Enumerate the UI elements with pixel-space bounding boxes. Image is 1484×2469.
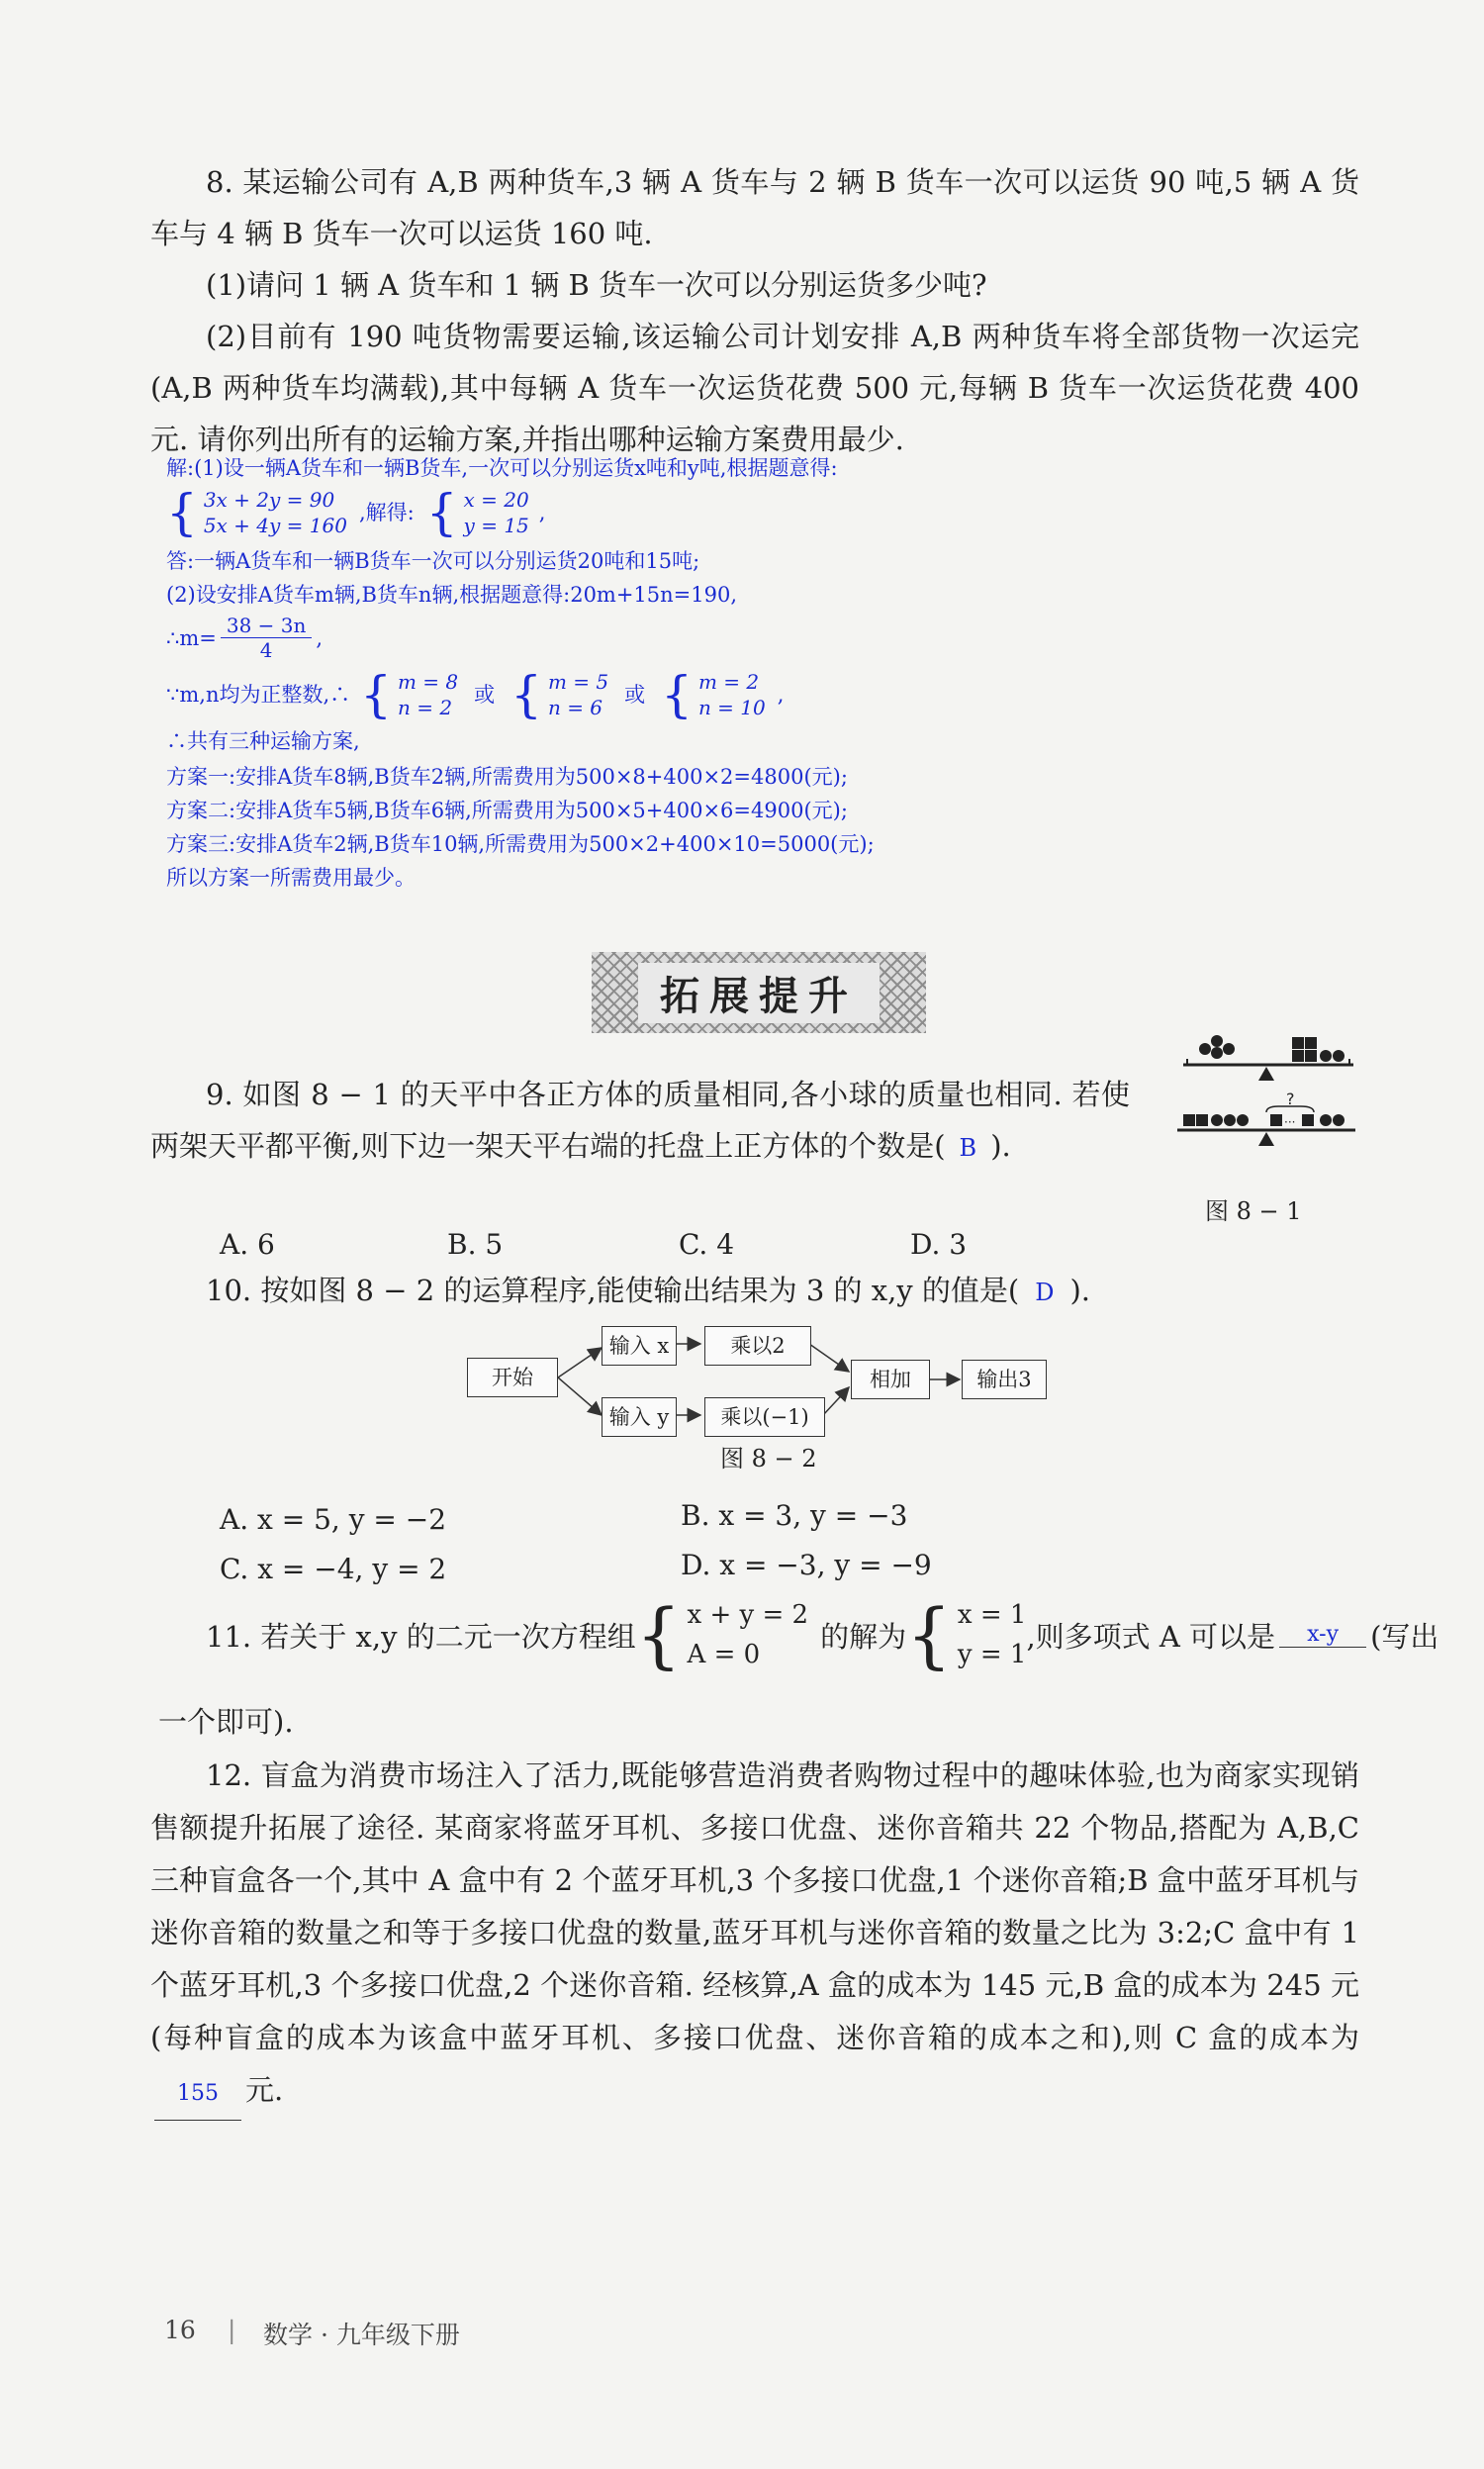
solution-answer-1: 答:一辆A货车和一辆B货车一次可以分别运货20吨和15吨;: [166, 549, 700, 573]
q10-choice-b: B. x = 3, y = −3: [681, 1499, 908, 1532]
equation-1b: 5x + 4y = 160: [203, 514, 347, 537]
q11-prefix: 11. 若关于 x,y 的二元一次方程组: [206, 1619, 636, 1654]
q12-text: 12. 盲盒为消费市场注入了活力,既能够营造消费者购物过程中的趣味体验,也为商家实现销售额提升拓展了途径. 某商家将蓝牙耳机、多接口优盘、迷你音箱共 22 个物品,搭配为 A,B,C 三种盲盒各一个,其中 A 盒中有 2 个蓝牙耳机,3 个多接口优盘,1 个迷你音箱;B 盒中蓝牙耳机与迷你音箱的数量之和等于多接口优盘的数量,蓝牙耳机与迷你音箱的数量之比为 3:2;C 盒中有 1 个蓝牙耳机,3 个多接口优盘,2 个迷你音箱. 经核算,A 盒的成本为 145 元,B 盒的成本为 245 元(每种盲盒的成本为该盒中蓝牙耳机、多接口优盘、迷你音箱的成本之和),则 C 盒的成本为: [150, 1758, 1359, 2054]
q9-choice-c: C. 4: [679, 1228, 735, 1261]
q11-eq-1: x + y = 2: [687, 1600, 809, 1630]
q8-part2: (2)目前有 190 吨货物需要运输,该运输公司计划安排 A,B 两种货车将全部货物一次运完(A,B 两种货车均满载),其中每辆 A 货车一次运货花费 500 元,每辆 B 货车一次运货花费 400 元. 请你列出所有的运输方案,并指出哪种运输方案费用最少.: [150, 320, 1359, 456]
option-3-n: n = 10: [697, 696, 766, 719]
solution-x: x = 20: [463, 488, 529, 512]
q11-solution: { x = 1 y = 1: [906, 1593, 1027, 1676]
figure-8-2-label: 图 8 − 2: [720, 1445, 817, 1472]
option-3-m: m = 2: [697, 670, 760, 694]
q12-answer: 155: [154, 2067, 241, 2121]
solution-system-line: [166, 484, 546, 541]
q11-eq-2: A = 0: [687, 1640, 761, 1669]
footer-separator: |: [228, 2316, 236, 2344]
page-number: 16: [164, 2316, 196, 2344]
fraction: [221, 614, 313, 662]
system-equations-1: { 3x + 2y = 90 5x + 4y = 160: [166, 484, 347, 541]
q10-answer: D: [1035, 1279, 1055, 1306]
q10-choice-c: C. x = −4, y = 2: [220, 1553, 447, 1585]
equation-1a: 3x + 2y = 90: [203, 488, 335, 512]
q11-suffix: ,则多项式 A 可以是: [1026, 1619, 1276, 1654]
q10-choice-d: D. x = −3, y = −9: [681, 1549, 932, 1581]
option-2-m: m = 5: [547, 670, 609, 694]
fraction-denominator: 4: [259, 638, 273, 662]
solve-word: ,解得:: [358, 501, 415, 524]
svg-text:···: ···: [1284, 1115, 1296, 1129]
flow-times-neg1: 乘以(−1): [704, 1397, 825, 1437]
q9-choice-b: B. 5: [447, 1228, 504, 1261]
flow-times-2: 乘以2: [704, 1326, 811, 1366]
q9-text: 9. 如图 8 − 1 的天平中各正方体的质量相同,各小球的质量也相同. 若使两架天平都平衡,则下边一架天平右端的托盘上正方体的个数是(: [150, 1078, 1130, 1163]
fraction-numerator: 38 − 3n: [221, 614, 313, 638]
q12-tail: 元.: [245, 2073, 284, 2107]
or-word: 或: [474, 683, 496, 707]
flow-input-x: 输入 x: [602, 1326, 677, 1366]
integer-condition: ∵m,n均为正整数,∴: [166, 683, 351, 707]
flow-output: 输出3: [962, 1360, 1047, 1399]
q11-middle: 的解为: [820, 1619, 907, 1654]
figure-8-1-label: 图 8 − 1: [1205, 1197, 1302, 1225]
option-1-n: n = 2: [397, 696, 453, 719]
q11-sol-y: y = 1: [957, 1640, 1027, 1669]
flow-input-y: 输入 y: [602, 1397, 677, 1437]
solution-line-1: 解:(1)设一辆A货车和一辆B货车,一次可以分别运货x吨和y吨,根据题意得:: [166, 456, 838, 480]
option-3: { m = 2 n = 10: [661, 666, 766, 723]
q11-system: { x + y = 2 A = 0: [635, 1593, 809, 1676]
q9-choice-d: D. 3: [910, 1228, 968, 1261]
comma: ,: [538, 501, 546, 524]
option-2: { m = 5 n = 6: [510, 666, 609, 723]
solution-line-3: (2)设安排A货车m辆,B货车n辆,根据题意得:20m+15n=190,: [166, 583, 738, 607]
q11-line-2: 一个即可).: [158, 1705, 294, 1739]
comma: ,: [316, 625, 324, 650]
q9-close: ).: [990, 1129, 1011, 1163]
option-1: { m = 8 n = 2: [360, 666, 459, 723]
q9-answer: B: [959, 1134, 977, 1162]
plan-2: 方案二:安排A货车5辆,B货车6辆,所需费用为500×5+400×6=4900(元);: [166, 799, 848, 822]
balance-bottom: [1177, 1090, 1355, 1146]
solution-options-line: [166, 666, 785, 723]
or-word: 或: [624, 683, 646, 707]
comma: ,: [777, 683, 785, 707]
option-2-n: n = 6: [547, 696, 603, 719]
book-title: 数学 · 九年级下册: [263, 2321, 460, 2349]
q11-tail: (写出: [1370, 1619, 1439, 1654]
q9-stem: [150, 1069, 1130, 1174]
plan-3: 方案三:安排A货车2辆,B货车10辆,所需费用为500×2+400×10=5000(元);: [166, 832, 875, 856]
q8-stem: 8. 某运输公司有 A,B 两种货车,3 辆 A 货车与 2 辆 B 货车一次可以运货 90 吨,5 辆 A 货车与 4 辆 B 货车一次可以运货 160 吨.: [150, 165, 1359, 250]
q11-answer: x-y: [1279, 1622, 1366, 1648]
option-1-m: m = 8: [397, 670, 459, 694]
flow-start: 开始: [467, 1358, 558, 1397]
q10-stem: [206, 1267, 1090, 1316]
q10-close: ).: [1069, 1274, 1091, 1307]
m-prefix: ∴m=: [166, 625, 217, 650]
system-solution-1: { x = 20 y = 15: [425, 484, 529, 541]
question-mark: ?: [1286, 1090, 1295, 1108]
solution-conclusion: 所以方案一所需费用最少。: [166, 866, 416, 890]
balance-figure: [1167, 1029, 1365, 1178]
solution-count: ∴共有三种运输方案,: [166, 729, 360, 753]
solution-m-expression: [166, 614, 323, 662]
q10-choice-a: A. x = 5, y = −2: [220, 1503, 447, 1536]
q11-sol-x: x = 1: [957, 1600, 1027, 1630]
q12-stem: [150, 1750, 1359, 2121]
q9-choice-a: A. 6: [220, 1228, 275, 1261]
balance-top: [1183, 1035, 1353, 1081]
q11-line: [206, 1595, 1438, 1674]
flow-add: 相加: [851, 1360, 930, 1399]
q8-part1: (1)请问 1 辆 A 货车和 1 辆 B 货车一次可以分别运货多少吨?: [206, 268, 987, 302]
section-banner: [592, 952, 926, 1033]
solution-y: y = 15: [463, 514, 529, 537]
plan-1: 方案一:安排A货车8辆,B货车2辆,所需费用为500×8+400×2=4800(元);: [166, 765, 848, 789]
section-title: 拓展提升: [638, 963, 880, 1023]
q10-text: 10. 按如图 8 − 2 的运算程序,能使输出结果为 3 的 x,y 的值是(: [206, 1274, 1020, 1307]
